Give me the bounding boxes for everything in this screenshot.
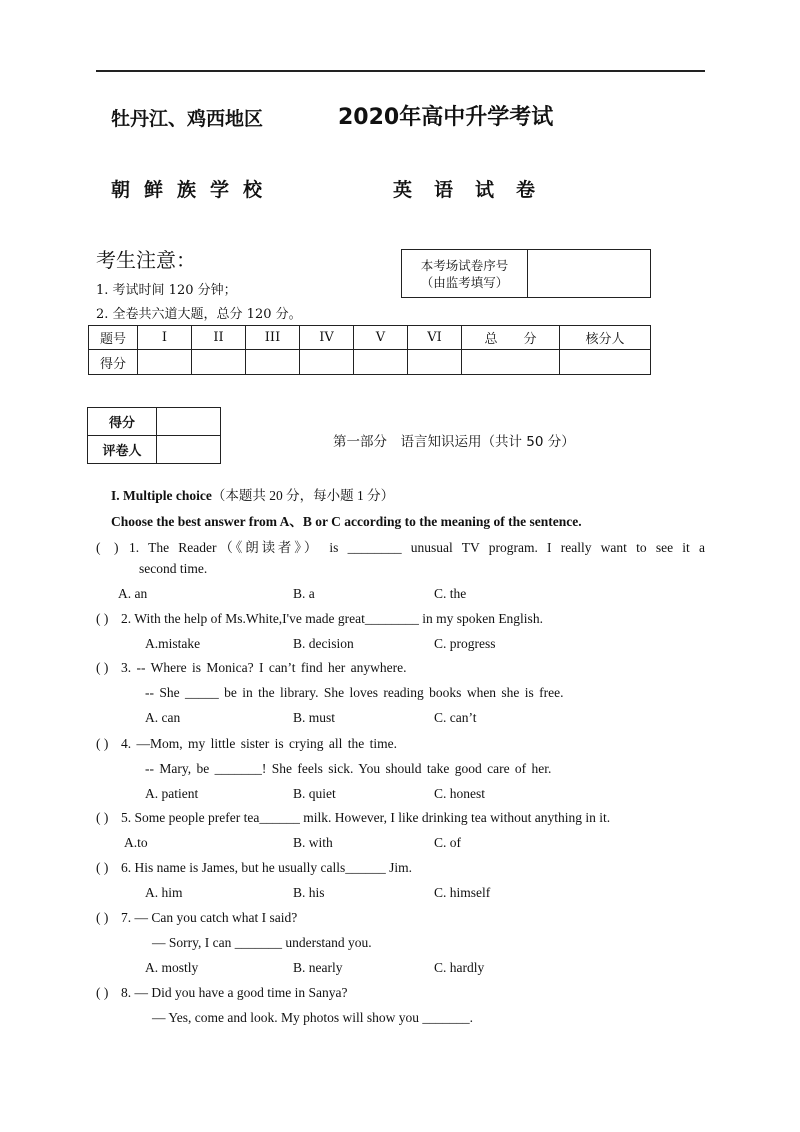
score-cell[interactable]	[408, 350, 462, 375]
score-cell[interactable]	[560, 350, 651, 375]
question-text: — Yes, come and look. My photos will show you _______.	[152, 1010, 474, 1025]
option-b[interactable]: B. decision	[293, 636, 354, 651]
question-text: 2. With the help of Ms.White,I've made great________ in my spoken English.	[121, 611, 543, 626]
question-text: 8. — Did you have a good time in Sanya?	[121, 985, 348, 1000]
school-title: 朝鲜族学校	[111, 179, 277, 201]
option-b[interactable]: B. a	[293, 586, 315, 601]
option-a[interactable]: A. him	[145, 885, 183, 900]
option-a[interactable]: A. mostly	[145, 960, 199, 975]
top-rule	[96, 70, 705, 72]
option-c[interactable]: C. progress	[434, 636, 496, 651]
score-cell[interactable]	[462, 350, 560, 375]
score-row-label: 得分	[89, 350, 138, 375]
score-header-cell: I	[138, 326, 192, 350]
question-text: 1. The Reader（《朗读者》） is ________ unusual TV program. I really want to see it a	[129, 540, 705, 555]
score-header-cell: III	[246, 326, 300, 350]
section-note: （本题共 20 分，每小题 1 分）	[211, 488, 395, 503]
option-a[interactable]: A. can	[145, 710, 181, 725]
option-a[interactable]: A.mistake	[145, 636, 201, 651]
question-text: 7. — Can you catch what I said?	[121, 910, 298, 925]
score-cell[interactable]	[192, 350, 246, 375]
score-header-cell: V	[354, 326, 408, 350]
score-header-cell: VI	[408, 326, 462, 350]
serial-number-box	[401, 249, 651, 298]
answer-paren[interactable]: ( )	[96, 910, 109, 925]
answer-paren[interactable]: ( )	[96, 985, 109, 1000]
serial-label: 本考场试卷序号	[420, 257, 509, 273]
question-text: — Sorry, I can _______ understand you.	[152, 935, 372, 950]
section-instruction: Choose the best answer from A、B or C according to the meaning of the sentence.	[111, 514, 582, 529]
option-a[interactable]: A. patient	[145, 786, 199, 801]
answer-paren[interactable]: ( )	[96, 540, 119, 555]
grader-name-label: 评卷人	[88, 436, 157, 464]
grader-score-label: 得分	[88, 408, 157, 436]
answer-paren[interactable]: ( )	[96, 611, 109, 626]
score-cell[interactable]	[138, 350, 192, 375]
score-header-cell: II	[192, 326, 246, 350]
region-title: 牡丹江、鸡西地区	[111, 108, 264, 130]
serial-note: （由监考填写）	[420, 274, 509, 290]
score-header-cell: 题号	[89, 326, 138, 350]
grader-box	[87, 407, 221, 464]
section-title-line	[111, 484, 394, 504]
option-a[interactable]: A. an	[118, 586, 148, 601]
question-text: 4. —Mom, my little sister is crying all the time.	[121, 736, 397, 751]
question-text: -- She _____ be in the library. She loves reading books when she is free.	[145, 685, 564, 700]
score-table	[88, 325, 651, 375]
part-title: 第一部分 语言知识运用（共计 50 分）	[333, 434, 575, 450]
exam-title: 2020年高中升学考试	[338, 105, 554, 130]
question-text: 6. His name is James, but he usually calls______ Jim.	[121, 860, 412, 875]
option-a[interactable]: A.to	[124, 835, 148, 850]
option-c[interactable]: C. himself	[434, 885, 491, 900]
option-b[interactable]: B. with	[293, 835, 333, 850]
grader-score-cell[interactable]	[157, 408, 221, 436]
score-cell[interactable]	[300, 350, 354, 375]
question-text: 5. Some people prefer tea______ milk. However, I like drinking tea without anything in it.	[121, 810, 611, 825]
option-c[interactable]: C. the	[434, 586, 467, 601]
option-b[interactable]: B. must	[293, 710, 336, 725]
score-header-cell: IV	[300, 326, 354, 350]
question-text: -- Mary, be _______! She feels sick. You should take good care of her.	[145, 761, 552, 776]
serial-input-cell[interactable]	[528, 250, 651, 298]
section-title: I. Multiple choice	[111, 488, 212, 503]
option-b[interactable]: B. quiet	[293, 786, 336, 801]
option-c[interactable]: C. honest	[434, 786, 486, 801]
option-b[interactable]: B. nearly	[293, 960, 343, 975]
option-c[interactable]: C. can’t	[434, 710, 477, 725]
notice-item: 2. 全卷共六道大题，总分 120 分。	[96, 307, 302, 322]
question-text: second time.	[139, 561, 208, 576]
score-cell[interactable]	[246, 350, 300, 375]
answer-paren[interactable]: ( )	[96, 810, 109, 825]
answer-paren[interactable]: ( )	[96, 660, 109, 675]
serial-label-cell	[402, 250, 528, 298]
notice-item: 1. 考试时间 120 分钟；	[96, 283, 237, 298]
question-text: 3. -- Where is Monica? I can’t find her anywhere.	[121, 660, 407, 675]
grader-name-cell[interactable]	[157, 436, 221, 464]
option-c[interactable]: C. of	[434, 835, 461, 850]
score-header-cell: 总 分	[462, 326, 560, 350]
score-header-cell: 核分人	[560, 326, 651, 350]
option-c[interactable]: C. hardly	[434, 960, 485, 975]
subject-title: 英语试卷	[393, 179, 558, 201]
option-b[interactable]: B. his	[293, 885, 325, 900]
answer-paren[interactable]: ( )	[96, 736, 109, 751]
notice-title: 考生注意：	[96, 248, 196, 272]
answer-paren[interactable]: ( )	[96, 860, 109, 875]
score-cell[interactable]	[354, 350, 408, 375]
